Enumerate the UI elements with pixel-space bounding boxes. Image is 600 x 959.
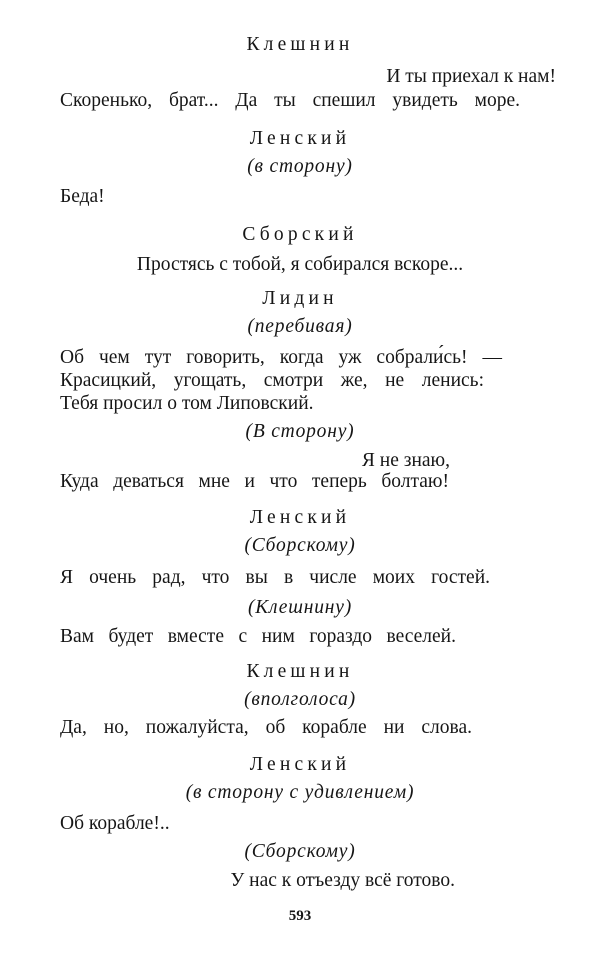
speaker-name: Сборский <box>242 224 358 245</box>
verse-line: Вам будет вместе с ним гораздо веселей. <box>60 626 456 647</box>
stage-direction: (в сторону) <box>247 156 353 177</box>
speaker-name: Ленский <box>249 507 351 528</box>
stage-direction: (Сборскому) <box>244 841 356 862</box>
verse-line: Скоренько, брат... Да ты спешил увидеть море. <box>60 90 520 111</box>
speaker-name: Лидин <box>262 288 338 309</box>
verse-line: Куда деваться мне и что теперь болтаю! <box>60 471 449 492</box>
verse-line: Я не знаю, <box>361 450 450 471</box>
stage-direction: (в сторону с удивлением) <box>185 782 415 803</box>
verse-line: Об корабле!.. <box>60 813 170 834</box>
verse-line: Простясь с тобой, я собирался вскоре... <box>136 254 464 275</box>
speaker-name: Клешнин <box>246 34 354 55</box>
verse-line: Тебя просил о том Липовский. <box>60 393 314 414</box>
page-number: 593 <box>288 908 312 924</box>
verse-line: Я очень рад, что вы в числе моих гостей. <box>60 567 490 588</box>
speaker-name: Ленский <box>249 128 351 149</box>
stage-direction: (В сторону) <box>245 421 355 442</box>
verse-line: Красицкий, угощать, смотри же, не ленись: <box>60 370 484 391</box>
speaker-name: Ленский <box>249 754 351 775</box>
verse-line: Да, но, пожалуйста, об корабле ни слова. <box>60 717 472 738</box>
stage-direction: (Сборскому) <box>244 535 356 556</box>
verse-line: У нас к отъезду всё готово. <box>230 870 455 891</box>
speaker-name: Клешнин <box>246 661 354 682</box>
verse-line: Об чем тут говорить, когда уж собрали́сь! — <box>60 347 502 368</box>
stage-direction: (перебивая) <box>247 316 353 337</box>
verse-line: И ты приехал к нам! <box>386 66 556 87</box>
verse-line: Беда! <box>60 186 105 207</box>
stage-direction: (Клешнину) <box>247 597 353 618</box>
stage-direction: (вполголоса) <box>244 689 356 710</box>
